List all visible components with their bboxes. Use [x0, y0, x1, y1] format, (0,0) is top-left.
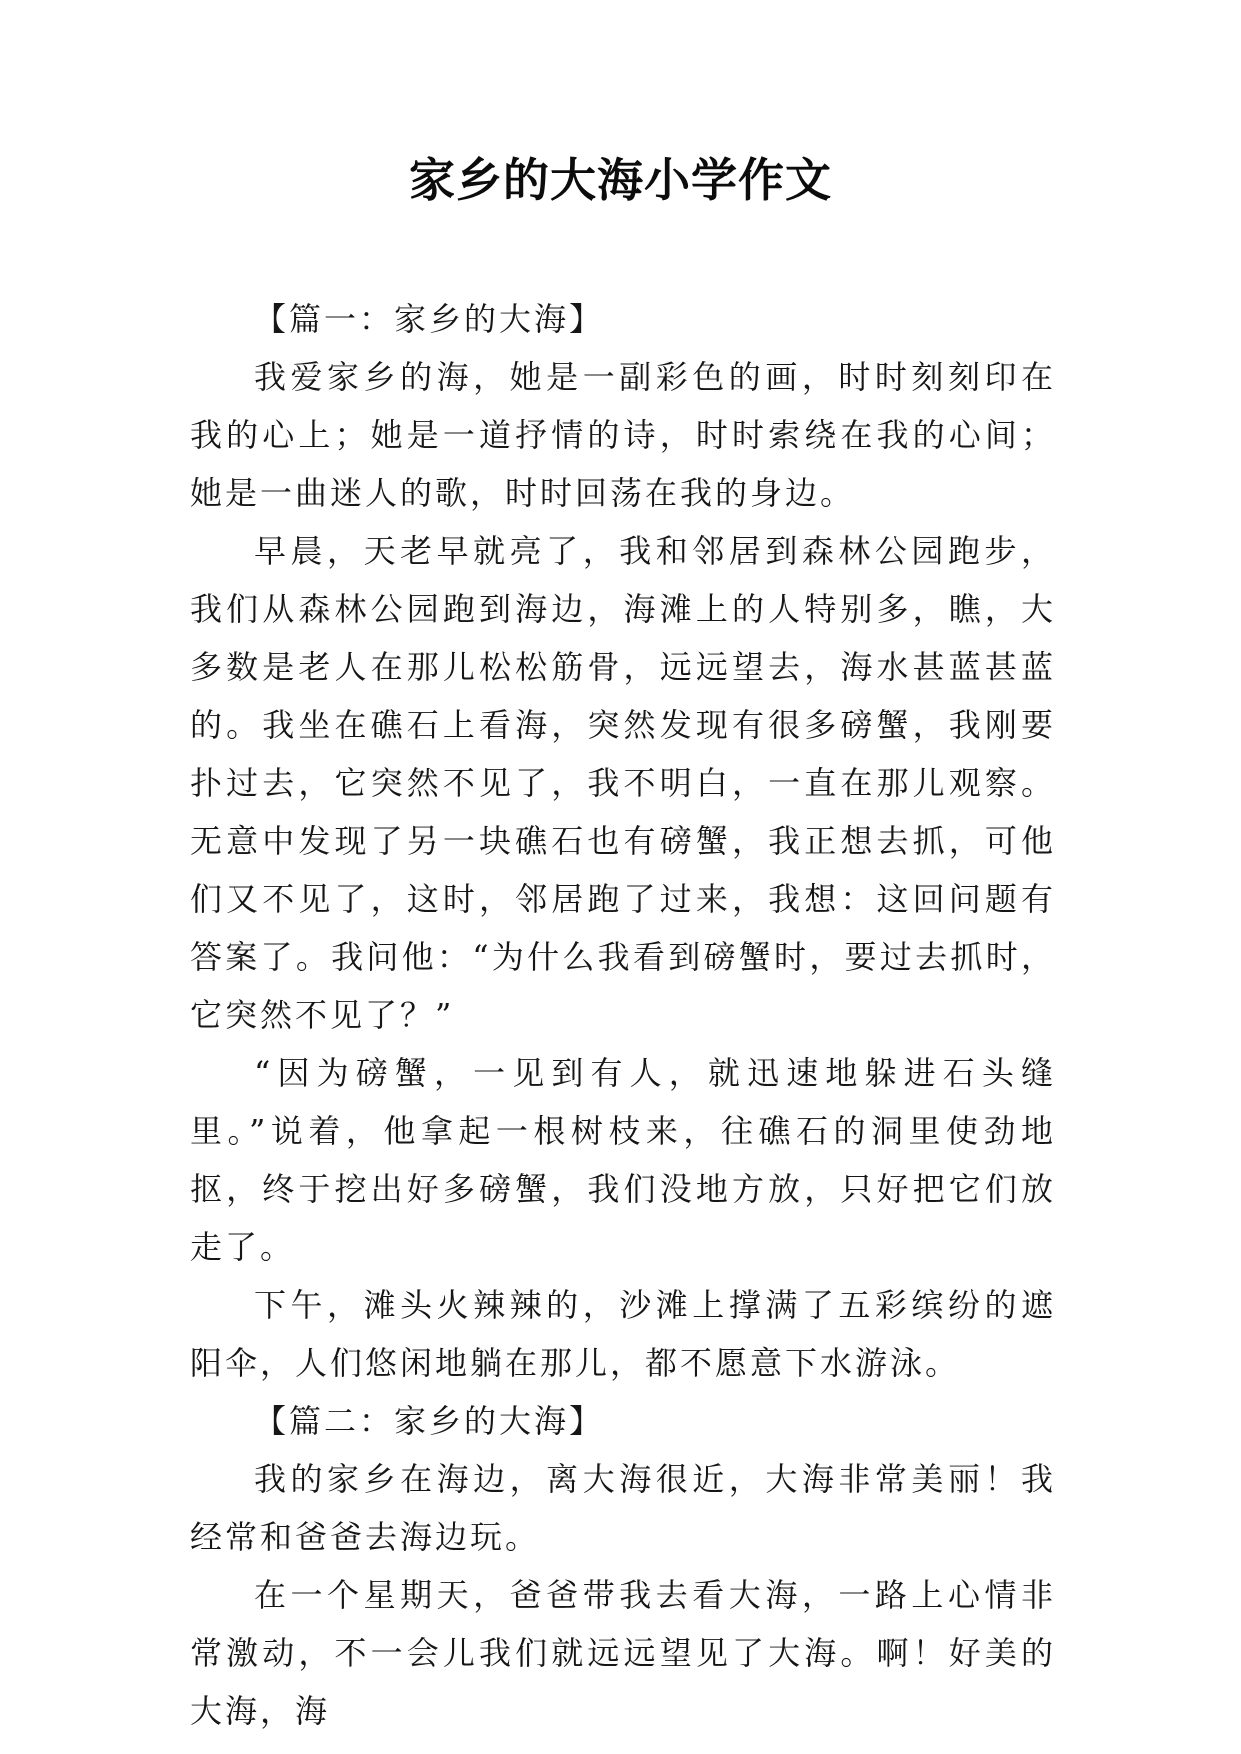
paragraph: 下午，滩头火辣辣的，沙滩上撑满了五彩缤纷的遮阳伞，人们悠闲地躺在那儿，都不愿意下水游泳。	[190, 1286, 1056, 1382]
document-title: 家乡的大海小学作文	[409, 153, 832, 207]
section-heading-1: 【篇一：家乡的大海】	[254, 300, 605, 338]
paragraph: 我的家乡在海边，离大海很近，大海非常美丽！我经常和爸爸去海边玩。	[190, 1460, 1056, 1556]
paragraph: 在一个星期天，爸爸带我去看大海，一路上心情非常激动，不一会儿我们就远远望见了大海。啊！好美的大海，海	[190, 1576, 1056, 1730]
document-body	[190, 290, 1056, 1740]
section-heading-2: 【篇二：家乡的大海】	[254, 1402, 605, 1440]
paragraph: 早晨，天老早就亮了，我和邻居到森林公园跑步，我们从森林公园跑到海边，海滩上的人特别多，瞧，大多数是老人在那儿松松筋骨，远远望去，海水甚蓝甚蓝的。我坐在礁石上看海，突然发现有很多磅蟹，我刚要扑过去，它突然不见了，我不明白，一直在那儿观察。无意中发现了另一块礁石也有磅蟹，我正想去抓，可他们又不见了，这时，邻居跑了过来，我想：这回问题有答案了。我问他：“为什么我看到磅蟹时，要过去抓时，它突然不见了？”	[190, 532, 1056, 1034]
paragraph: 我爱家乡的海，她是一副彩色的画，时时刻刻印在我的心上；她是一道抒情的诗，时时索绕在我的心间；她是一曲迷人的歌，时时回荡在我的身边。	[190, 358, 1056, 512]
paragraph: “因为磅蟹，一见到有人，就迅速地躲进石头缝里。”说着，他拿起一根树枝来，往礁石的洞里使劲地抠，终于挖出好多磅蟹，我们没地方放，只好把它们放走了。	[190, 1054, 1056, 1266]
